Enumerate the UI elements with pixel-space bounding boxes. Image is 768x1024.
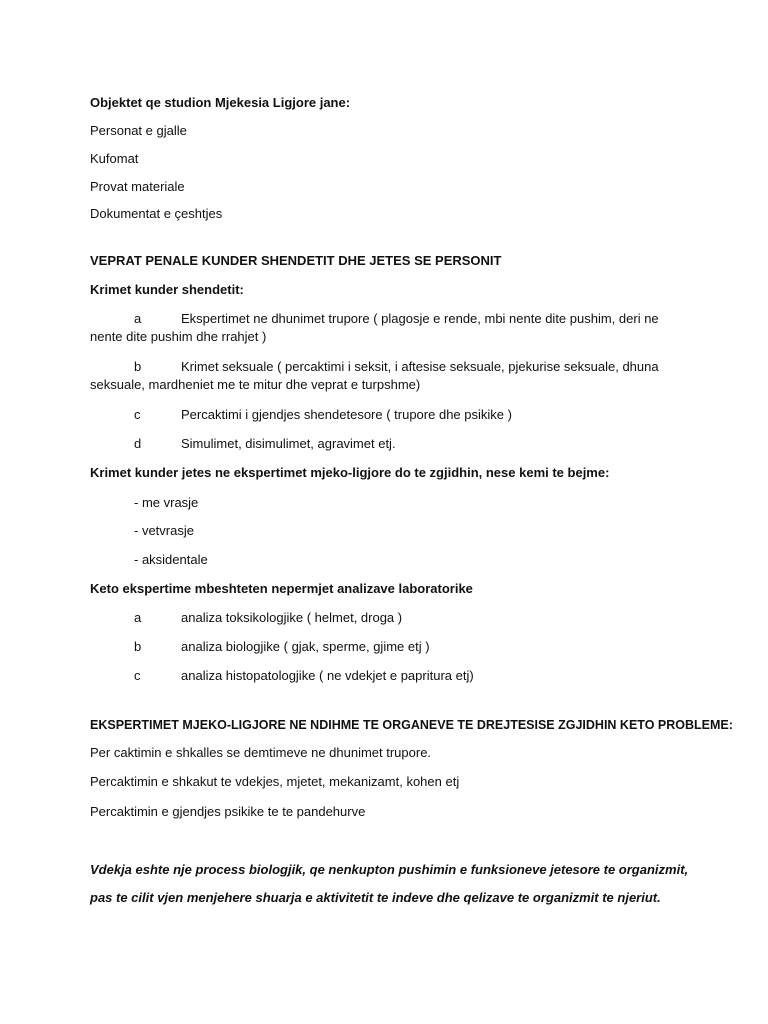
object-item: Dokumentat e çeshtjes (90, 206, 223, 221)
list-item: Krimet seksuale ( percaktimi i seksit, i aftesise seksuale, pjekurise seksuale, dhuna (181, 359, 659, 374)
list-label: c (134, 668, 141, 683)
list-item: - aksidentale (134, 552, 208, 567)
list-item: Percaktimi i gjendjes shendetesore ( trupore dhe psikike ) (181, 407, 512, 422)
expert-item: Percaktimin e shkakut te vdekjes, mjetet, mekanizamt, kohen etj (90, 774, 460, 789)
list-item: - me vrasje (134, 495, 199, 510)
list-item: analiza toksikologjike ( helmet, droga ) (181, 610, 403, 625)
list-label: c (134, 407, 141, 422)
death-definition-line1: Vdekja eshte nje process biologjik, qe nenkupton pushimin e funksioneve jetesore te organizmit, (90, 862, 689, 877)
object-item: Personat e gjalle (90, 123, 187, 138)
life-crimes-heading: Krimet kunder jetes ne ekspertimet mjeko-ligjore do te zgjidhin, nese kemi te bejme: (90, 465, 610, 480)
expert-heading: EKSPERTIMET MJEKO-LIGJORE NE NDIHME TE ORGANEVE TE DREJTESISE ZGJIDHIN KETO PROBLEME: (90, 718, 733, 732)
list-item: analiza histopatologjike ( ne vdekjet e papritura etj) (181, 668, 474, 683)
analysis-heading: Keto ekspertime mbeshteten nepermjet analizave laboratorike (90, 581, 473, 596)
list-label: d (134, 436, 142, 451)
expert-item: Per caktimin e shkalles se demtimeve ne dhunimet trupore. (90, 745, 432, 760)
list-item: Simulimet, disimulimet, agravimet etj. (181, 436, 396, 451)
object-item: Kufomat (90, 151, 139, 166)
crimes-heading: VEPRAT PENALE KUNDER SHENDETIT DHE JETES SE PERSONIT (90, 253, 502, 268)
list-label: a (134, 610, 142, 625)
list-label: b (134, 359, 142, 374)
objects-heading: Objektet qe studion Mjekesia Ligjore jane: (90, 95, 351, 110)
death-definition-line2: pas te cilit vjen menjehere shuarja e aktivitetit te indeve dhe qelizave te organizmit te njeriut. (90, 890, 661, 905)
list-item-continuation: seksuale, mardheniet me te mitur dhe veprat e turpshme) (90, 377, 421, 392)
health-crimes-heading: Krimet kunder shendetit: (90, 282, 244, 297)
expert-item: Percaktimin e gjendjes psikike te te pandehurve (90, 804, 366, 819)
list-item-continuation: nente dite pushim dhe rrahjet ) (90, 329, 267, 344)
list-item: Ekspertimet ne dhunimet trupore ( plagosje e rende, mbi nente dite pushim, deri ne (181, 311, 659, 326)
list-item: - vetvrasje (134, 523, 194, 538)
object-item: Provat materiale (90, 179, 185, 194)
list-item: analiza biologjike ( gjak, sperme, gjime etj ) (181, 639, 430, 654)
list-label: b (134, 639, 142, 654)
list-label: a (134, 311, 142, 326)
